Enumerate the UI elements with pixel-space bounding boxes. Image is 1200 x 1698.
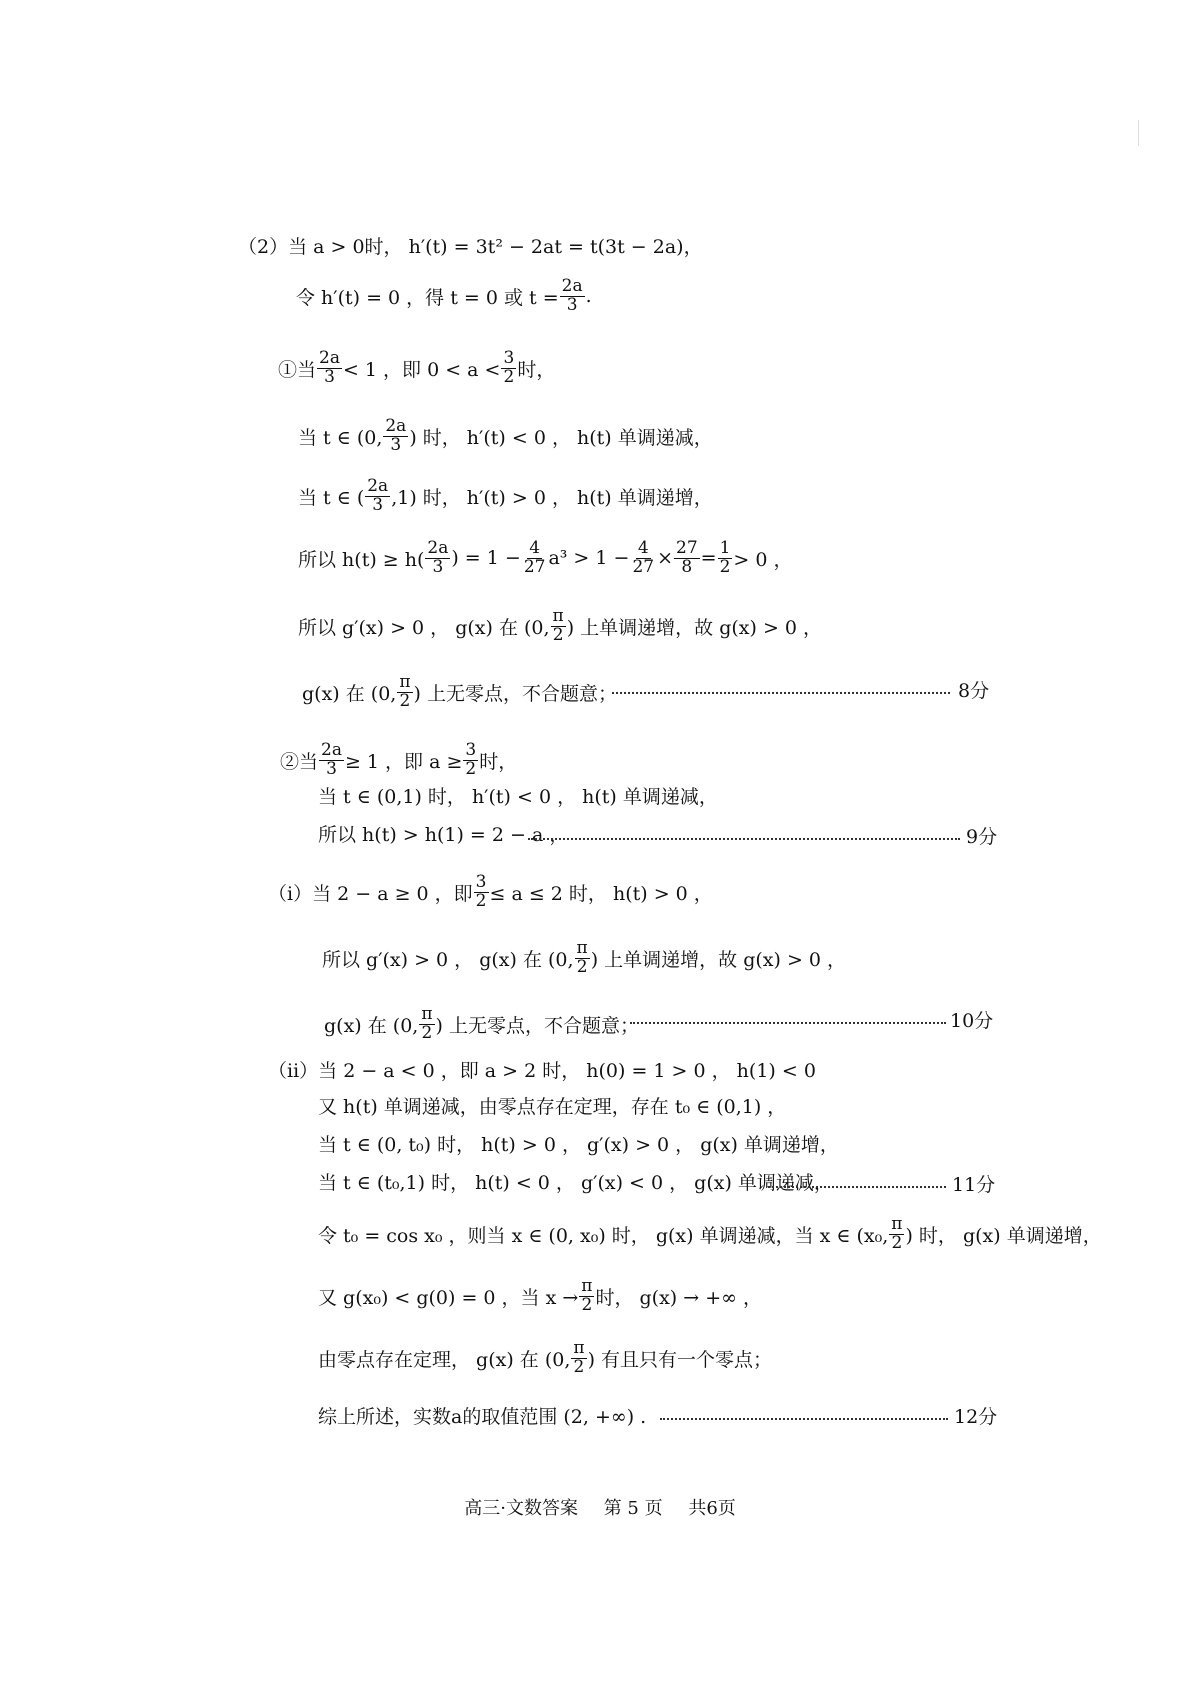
text: 所以 g′(x) > 0 ， g(x) 在 (0, (298, 616, 550, 639)
score-10: 10分 (950, 1010, 994, 1032)
text: （ⅰ）当 2 − a ≥ 0 ，即 (268, 882, 473, 905)
fraction: $\frac{2a}{3}$ (367, 476, 389, 515)
text: g(x) 在 (0, (302, 682, 397, 705)
case-2-condition (280, 742, 517, 779)
footer-course: 高三·文数答案 (464, 1498, 578, 1519)
text: 令 t₀ = cos x₀ ，则当 x ∈ (0, x₀) 时， g(x) 单调递减，当 x ∈ (x₀, (318, 1224, 889, 1247)
subcase-ii-increasing (318, 1130, 839, 1157)
case-1-condition (278, 350, 555, 387)
text: ) 时， h′(t) < 0 ， h(t) 单调递减， (409, 426, 713, 449)
text: a³ > 1 − (548, 547, 630, 570)
unique-zero-line (318, 1340, 772, 1377)
fraction: $\frac{2a}{3}$ (319, 348, 340, 387)
fraction: $\frac{\pi}{2}$ (552, 606, 564, 645)
text: ≥ 1 ，即 a ≥ (344, 750, 463, 773)
subcase-i-g-increasing (322, 940, 846, 977)
text: × (657, 547, 674, 570)
text: 时， (479, 750, 518, 773)
text: 当 t ∈ (t₀,1) 时， h(t) < 0 ， g′(x) < 0 ， g(x) 单调递减， (318, 1172, 833, 1194)
fraction: $\frac{2a}{3}$ (385, 416, 407, 455)
scan-edge-mark (1138, 120, 1139, 146)
text: g(x) 在 (0, (324, 1014, 419, 1037)
footer-total: 共6页 (688, 1498, 736, 1519)
text: ) 上单调递增，故 g(x) > 0 ， (566, 616, 823, 639)
text: ≤ a ≤ 2 时， h(t) > 0 ， (489, 882, 713, 905)
fraction: $\frac{2a}{3}$ (427, 538, 449, 577)
text: < 1 ，即 0 < a < (342, 358, 501, 381)
case-1-conclusion (302, 674, 617, 711)
text: ) 有且只有一个零点； (587, 1348, 773, 1371)
text: 时， (517, 358, 556, 381)
score-12: 12分 (954, 1406, 998, 1428)
text: 又 g(x₀) < g(0) = 0 ，当 x → (318, 1286, 579, 1309)
text: ①当 (278, 358, 317, 381)
text: 所以 g′(x) > 0 ， g(x) 在 (0, (322, 948, 574, 971)
leader-dots (768, 1186, 946, 1188)
subcase-i-condition (268, 874, 713, 911)
page-footer (0, 1494, 1200, 1520)
score-9: 9分 (966, 826, 998, 848)
fraction: $\frac{2a}{3}$ (321, 740, 342, 779)
text: 当 t ∈ (0,1) 时， h′(t) < 0 ， h(t) 单调递减， (318, 786, 718, 808)
text: 时， g(x) → +∞ ， (595, 1286, 762, 1309)
fraction: $\frac{2a}{3}$ (561, 276, 583, 315)
leader-dots (660, 1418, 948, 1420)
fraction: $\frac{\pi}{2}$ (421, 1004, 433, 1043)
text: （2）当 a > 0时， h′(t) = 3t² − 2at = t(3t − 2a)， (238, 236, 703, 258)
score-8: 8分 (958, 680, 990, 702)
case-2-bound (318, 820, 568, 847)
subcase-ii-decreasing (318, 1168, 833, 1195)
text: ) 上单调递增，故 g(x) > 0 ， (590, 948, 847, 971)
fraction: $\frac{3}{2}$ (475, 872, 487, 911)
text: > 0 ， (733, 548, 793, 571)
text: 令 h′(t) = 0 ，得 t = 0 或 t = (296, 286, 559, 309)
case-2-decreasing (318, 782, 718, 809)
fraction: $\frac{1}{2}$ (719, 538, 731, 577)
case-1-decreasing (298, 418, 713, 455)
leader-dots (612, 692, 950, 694)
critical-points-line (296, 278, 592, 315)
part-2-intro (238, 232, 703, 259)
text: ,1) 时， h′(t) > 0 ， h(t) 单调递增， (391, 486, 713, 509)
subcase-ii-condition (268, 1056, 816, 1083)
case-1-minimum (298, 540, 793, 577)
text: = (700, 547, 717, 570)
final-conclusion (318, 1402, 646, 1429)
text: ②当 (280, 750, 319, 773)
text: ) 上无零点，不合题意； (435, 1014, 639, 1037)
text: ) 时， g(x) 单调递增， (905, 1224, 1102, 1247)
fraction: $\frac{\pi}{2}$ (399, 672, 411, 711)
text: 所以 h(t) > h(1) = 2 − a ， (318, 824, 569, 846)
case-1-g-increasing (298, 608, 822, 645)
text: 当 t ∈ (0, t₀) 时， h(t) > 0 ， g′(x) > 0 ， g(x) 单调递增， (318, 1134, 839, 1156)
case-1-increasing (298, 478, 713, 515)
limit-line (318, 1278, 762, 1315)
footer-page: 第 5 页 (603, 1498, 663, 1519)
fraction: $\frac{\pi}{2}$ (576, 938, 588, 977)
text: 由零点存在定理， g(x) 在 (0, (318, 1348, 571, 1371)
substitution-line (318, 1216, 1102, 1253)
fraction: $\frac{\pi}{2}$ (573, 1338, 585, 1377)
leader-dots (630, 1022, 946, 1024)
text: （ⅱ）当 2 − a < 0 ，即 a > 2 时， h(0) = 1 > 0 ， h(1) < 0 (268, 1060, 816, 1082)
text: 又 h(t) 单调递减，由零点存在定理，存在 t₀ ∈ (0,1) ， (318, 1096, 787, 1118)
text: . (585, 285, 592, 308)
text: 所以 h(t) ≥ h( (298, 548, 425, 571)
leader-dots (528, 838, 960, 840)
subcase-ii-existence (318, 1092, 786, 1119)
text: 当 t ∈ ( (298, 486, 365, 509)
fraction: $\frac{\pi}{2}$ (891, 1214, 903, 1253)
fraction: $\frac{27}{8}$ (676, 538, 698, 577)
text: 综上所述，实数a的取值范围 (2, +∞) . (318, 1406, 647, 1428)
fraction: $\frac{3}{2}$ (503, 348, 515, 387)
subcase-i-conclusion (324, 1006, 639, 1043)
text: 当 t ∈ (0, (298, 426, 383, 449)
text: ) = 1 − (451, 547, 521, 570)
fraction: $\frac{\pi}{2}$ (581, 1276, 593, 1315)
fraction: $\frac{4}{27}$ (632, 538, 655, 577)
score-11: 11分 (952, 1174, 996, 1196)
fraction: $\frac{4}{27}$ (523, 538, 546, 577)
text: ) 上无零点，不合题意； (413, 682, 617, 705)
fraction: $\frac{3}{2}$ (465, 740, 477, 779)
